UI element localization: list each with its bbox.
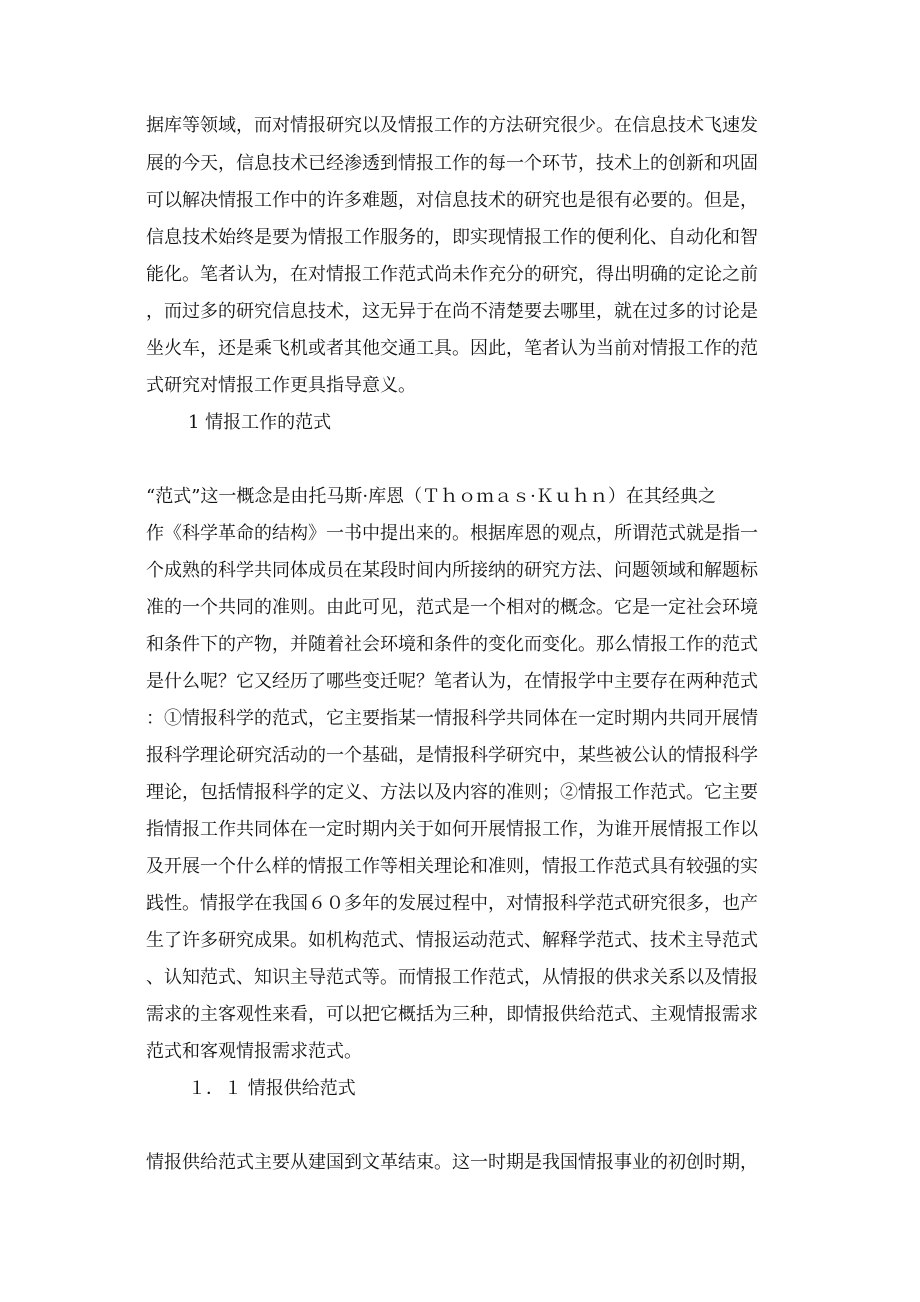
text-line: 可以解决情报工作中的许多难题，对信息技术的研究也是很有必要的。但是， <box>146 190 758 211</box>
subsection-heading: １．１ 情报供给范式 <box>188 1078 356 1099</box>
text-line: 生了许多研究成果。如机构范式、情报运动范式、解释学范式、技术主导范式 <box>146 930 758 951</box>
text-line: ：①情报科学的范式，它主要指某一情报科学共同体在一定时期内共同开展情 <box>146 708 758 729</box>
text-line: ，而过多的研究信息技术，这无异于在尚不清楚要去哪里，就在过多的讨论是 <box>146 301 758 322</box>
text-line: 是什么呢？它又经历了哪些变迁呢？笔者认为，在情报学中主要存在两种范式 <box>146 671 758 692</box>
text-line: 指情报工作共同体在一定时期内关于如何开展情报工作，为谁开展情报工作以 <box>146 819 758 840</box>
text-line: 作《科学革命的结构》一书中提出来的。根据库恩的观点，所谓范式就是指一 <box>146 523 758 544</box>
text-line: 及开展一个什么样的情报工作等相关理论和准则，情报工作范式具有较强的实 <box>146 856 758 877</box>
text-line: 报科学理论研究活动的一个基础，是情报科学研究中，某些被公认的情报科学 <box>146 745 758 766</box>
text-line: “范式”这一概念是由托马斯·库恩（Ｔｈｏｍａｓ·Ｋｕｈｎ）在其经典之 <box>146 486 716 507</box>
text-line: 个成熟的科学共同体成员在某段时间内所接纳的研究方法、问题领域和解题标 <box>146 560 758 581</box>
text-line: 、认知范式、知识主导范式等。而情报工作范式，从情报的供求关系以及情报 <box>146 967 758 988</box>
text-line: 需求的主客观性来看，可以把它概括为三种，即情报供给范式、主观情报需求 <box>146 1004 758 1025</box>
text-line: 信息技术始终是要为情报工作服务的，即实现情报工作的便利化、自动化和智 <box>146 227 758 248</box>
text-line: 能化。笔者认为，在对情报工作范式尚未作充分的研究，得出明确的定论之前 <box>146 264 758 285</box>
text-line: 式研究对情报工作更具指导意义。 <box>146 375 416 396</box>
text-line: 范式和客观情报需求范式。 <box>146 1041 362 1062</box>
text-line: 理论，包括情报科学的定义、方法以及内容的准则；②情报工作范式。它主要 <box>146 782 758 803</box>
text-line: 和条件下的产物，并随着社会环境和条件的变化而变化。那么情报工作的范式 <box>146 634 758 655</box>
section-heading: 1 情报工作的范式 <box>188 412 332 433</box>
text-line: 准的一个共同的准则。由此可见，范式是一个相对的概念。它是一定社会环境 <box>146 597 758 618</box>
text-line: 坐火车，还是乘飞机或者其他交通工具。因此，笔者认为当前对情报工作的范 <box>146 338 758 359</box>
text-line: 展的今天，信息技术已经渗透到情报工作的每一个环节，技术上的创新和巩固 <box>146 153 758 174</box>
text-line: 情报供给范式主要从建国到文革结束。这一时期是我国情报事业的初创时期， <box>146 1152 758 1173</box>
text-line: 践性。情报学在我国６０多年的发展过程中，对情报科学范式研究很多，也产 <box>146 893 758 914</box>
text-line: 据库等领域，而对情报研究以及情报工作的方法研究很少。在信息技术飞速发 <box>146 115 758 136</box>
